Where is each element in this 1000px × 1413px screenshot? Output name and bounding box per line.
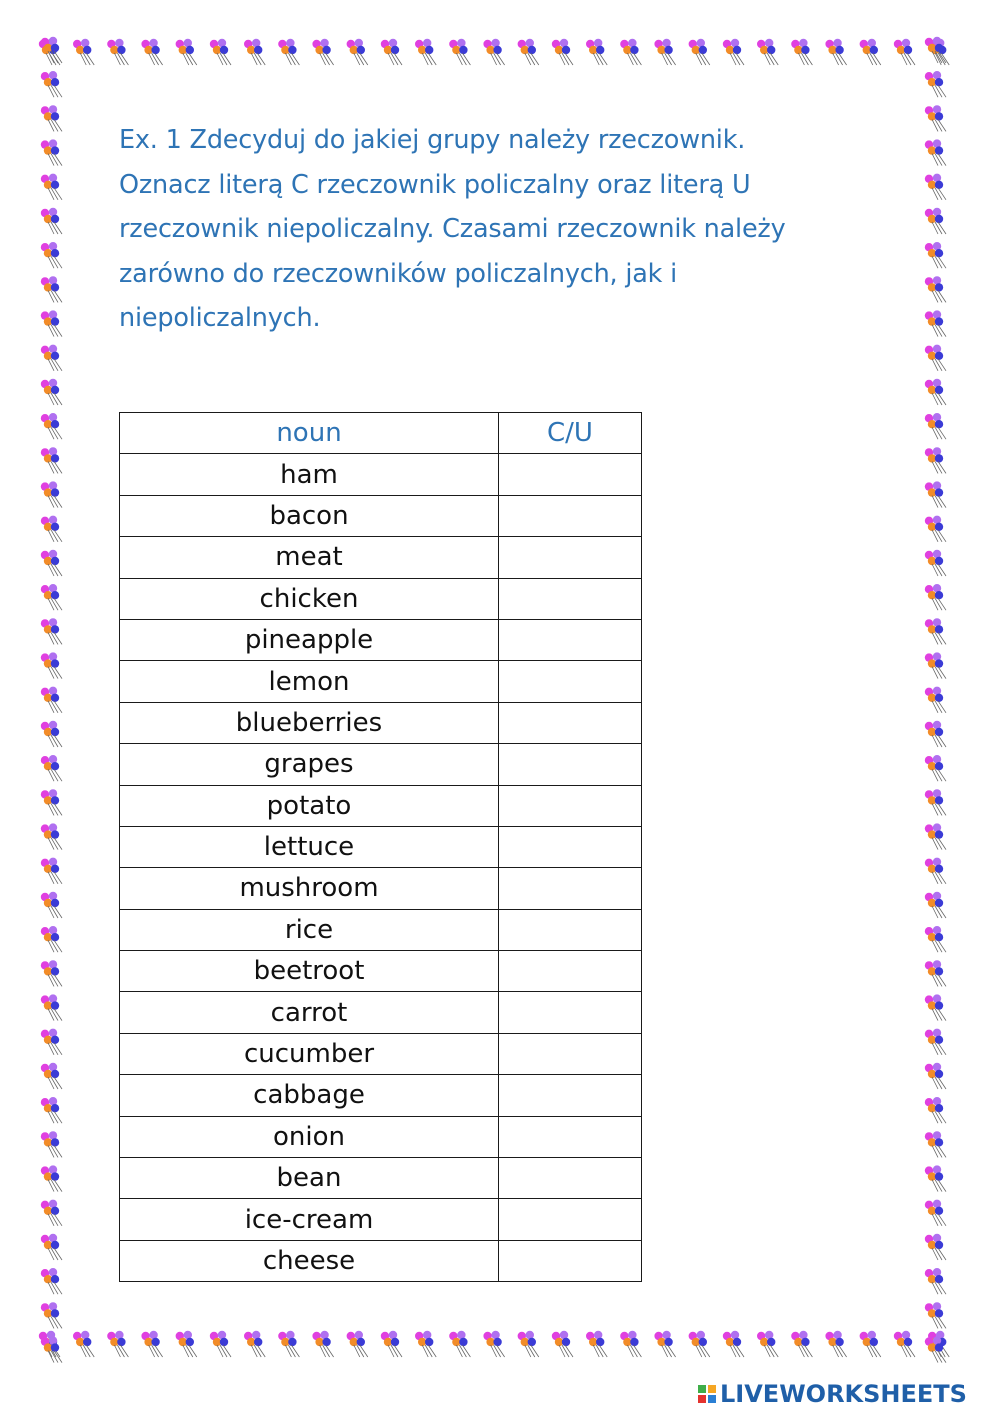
balloon-cluster-icon [925, 71, 946, 97]
balloon-cluster-icon [925, 550, 946, 576]
table-row [120, 1199, 642, 1240]
balloon-cluster-icon [925, 960, 946, 986]
balloon-cluster-icon [925, 1029, 946, 1055]
balloon-cluster-icon [278, 39, 299, 65]
balloon-cluster-icon [552, 39, 573, 65]
table-row [120, 992, 642, 1033]
column-header-noun: noun [120, 413, 499, 454]
noun-table [119, 412, 642, 1282]
balloon-cluster-icon [312, 39, 333, 65]
cu-answer-cell[interactable] [499, 909, 642, 950]
table-row [120, 951, 642, 992]
balloon-cluster-icon [41, 276, 62, 302]
balloon-cluster-icon [925, 310, 946, 336]
instruction-line: Oznacz literą C rzeczownik policzalny oraz literą U [119, 169, 751, 200]
balloon-cluster-icon [791, 1331, 812, 1357]
noun-cell: carrot [120, 992, 499, 1033]
balloon-cluster-icon [925, 618, 946, 644]
balloon-cluster-icon [210, 1331, 231, 1357]
balloon-cluster-icon [925, 789, 946, 815]
balloon-cluster-icon [925, 823, 946, 849]
table-row [120, 661, 642, 702]
balloon-cluster-icon [825, 1331, 846, 1357]
balloon-cluster-icon [41, 139, 62, 165]
cu-answer-cell[interactable] [499, 744, 642, 785]
balloon-cluster-icon [518, 39, 539, 65]
exercise-instructions [119, 118, 859, 341]
balloon-cluster-icon [925, 276, 946, 302]
table-row [120, 495, 642, 536]
balloon-cluster-icon [925, 379, 946, 405]
balloon-cluster-icon [894, 39, 915, 65]
table-row [120, 785, 642, 826]
cu-answer-cell[interactable] [499, 1199, 642, 1240]
balloon-cluster-icon [41, 174, 62, 200]
balloon-cluster-icon [176, 39, 197, 65]
balloon-cluster-icon [41, 1097, 62, 1123]
balloon-cluster-icon [894, 1331, 915, 1357]
balloon-cluster-icon [278, 1331, 299, 1357]
cu-answer-cell[interactable] [499, 702, 642, 743]
balloon-cluster-icon [925, 994, 946, 1020]
balloon-cluster-icon [925, 242, 946, 268]
balloon-cluster-icon [654, 1331, 675, 1357]
balloon-cluster-icon [925, 345, 946, 371]
cu-answer-cell[interactable] [499, 661, 642, 702]
balloon-cluster-icon [41, 242, 62, 268]
balloon-cluster-icon [723, 1331, 744, 1357]
balloon-cluster-icon [176, 1331, 197, 1357]
instruction-line: zarówno do rzeczowników policzalnych, jak i [119, 258, 678, 289]
balloon-cluster-icon [689, 1331, 710, 1357]
balloon-cluster-icon [925, 1268, 946, 1294]
balloon-cluster-icon [107, 39, 128, 65]
cu-answer-cell[interactable] [499, 495, 642, 536]
balloon-cluster-icon [586, 39, 607, 65]
balloon-cluster-icon [41, 481, 62, 507]
balloon-cluster-icon [41, 994, 62, 1020]
noun-cell: onion [120, 1116, 499, 1157]
balloon-cluster-icon [210, 39, 231, 65]
instruction-line: niepoliczalnych. [119, 303, 321, 333]
balloon-cluster-icon [141, 1331, 162, 1357]
logo-text: LIVEWORKSHEETS [720, 1380, 967, 1408]
balloon-cluster-icon [244, 39, 265, 65]
balloon-cluster-icon [41, 1268, 62, 1294]
balloon-cluster-icon [244, 1331, 265, 1357]
balloon-border-top [38, 36, 962, 76]
balloon-cluster-icon [449, 1331, 470, 1357]
balloon-cluster-icon [41, 858, 62, 884]
cu-answer-cell[interactable] [499, 951, 642, 992]
noun-cell: meat [120, 537, 499, 578]
noun-cell: pineapple [120, 619, 499, 660]
table-row [120, 702, 642, 743]
cu-answer-cell[interactable] [499, 826, 642, 867]
balloon-cluster-icon [925, 516, 946, 542]
cu-answer-cell[interactable] [499, 578, 642, 619]
balloon-cluster-icon [757, 39, 778, 65]
noun-cell: cucumber [120, 1033, 499, 1074]
balloon-cluster-icon [41, 823, 62, 849]
balloon-cluster-icon [925, 139, 946, 165]
balloon-cluster-icon [381, 1331, 402, 1357]
noun-cell: ice-cream [120, 1199, 499, 1240]
balloon-cluster-icon [107, 1331, 128, 1357]
noun-cell: lemon [120, 661, 499, 702]
balloon-cluster-icon [860, 39, 881, 65]
balloon-cluster-icon [483, 1331, 504, 1357]
balloon-cluster-icon [41, 926, 62, 952]
balloon-cluster-icon [415, 1331, 436, 1357]
noun-cell: ham [120, 454, 499, 495]
noun-cell: chicken [120, 578, 499, 619]
balloon-cluster-icon [41, 310, 62, 336]
balloon-cluster-icon [925, 858, 946, 884]
balloon-cluster-icon [925, 584, 946, 610]
balloon-cluster-icon [586, 1331, 607, 1357]
balloon-cluster-icon [925, 1097, 946, 1123]
balloon-cluster-icon [41, 1302, 62, 1328]
balloon-cluster-icon [41, 789, 62, 815]
balloon-cluster-icon [41, 413, 62, 439]
balloon-border-bottom [38, 1328, 962, 1368]
balloon-cluster-icon [925, 1302, 946, 1328]
balloon-border-right [922, 36, 962, 1368]
table-row [120, 537, 642, 578]
table-row [120, 826, 642, 867]
noun-cell: cheese [120, 1240, 499, 1281]
table-row [120, 454, 642, 495]
noun-table-body [120, 454, 642, 1282]
balloon-cluster-icon [925, 1131, 946, 1157]
balloon-cluster-icon [925, 892, 946, 918]
balloon-cluster-icon [41, 1131, 62, 1157]
balloon-cluster-icon [654, 39, 675, 65]
noun-cell: lettuce [120, 826, 499, 867]
balloon-cluster-icon [925, 721, 946, 747]
table-row [120, 619, 642, 660]
noun-cell: potato [120, 785, 499, 826]
cu-answer-cell[interactable] [499, 1033, 642, 1074]
balloon-cluster-icon [41, 1063, 62, 1089]
cu-answer-cell[interactable] [499, 1116, 642, 1157]
cu-answer-cell[interactable] [499, 619, 642, 660]
balloon-cluster-icon [347, 39, 368, 65]
balloon-cluster-icon [41, 1336, 62, 1362]
balloon-cluster-icon [41, 652, 62, 678]
table-row [120, 744, 642, 785]
table-row [120, 868, 642, 909]
balloon-cluster-icon [415, 39, 436, 65]
balloon-cluster-icon [41, 1029, 62, 1055]
cu-answer-cell[interactable] [499, 785, 642, 826]
balloon-cluster-icon [41, 447, 62, 473]
balloon-cluster-icon [41, 345, 62, 371]
balloon-cluster-icon [925, 1165, 946, 1191]
balloon-cluster-icon [925, 105, 946, 131]
balloon-cluster-icon [141, 39, 162, 65]
balloon-cluster-icon [723, 39, 744, 65]
table-row [120, 578, 642, 619]
balloon-cluster-icon [449, 39, 470, 65]
table-row [120, 1158, 642, 1199]
noun-cell: mushroom [120, 868, 499, 909]
cu-answer-cell[interactable] [499, 1075, 642, 1116]
noun-cell: bacon [120, 495, 499, 536]
balloon-cluster-icon [925, 652, 946, 678]
cu-answer-cell[interactable] [499, 1158, 642, 1199]
balloon-cluster-icon [518, 1331, 539, 1357]
liveworksheets-logo-icon [698, 1385, 716, 1403]
balloon-cluster-icon [925, 481, 946, 507]
balloon-cluster-icon [925, 447, 946, 473]
balloon-cluster-icon [41, 1200, 62, 1226]
cu-answer-cell[interactable] [499, 992, 642, 1033]
noun-cell: blueberries [120, 702, 499, 743]
balloon-cluster-icon [925, 208, 946, 234]
balloon-cluster-icon [41, 71, 62, 97]
balloon-cluster-icon [347, 1331, 368, 1357]
instruction-line: rzeczownik niepoliczalny. Czasami rzeczownik należy [119, 214, 786, 244]
noun-cell: grapes [120, 744, 499, 785]
cu-answer-cell[interactable] [499, 1240, 642, 1281]
balloon-cluster-icon [41, 687, 62, 713]
balloon-cluster-icon [689, 39, 710, 65]
balloon-cluster-icon [41, 721, 62, 747]
balloon-cluster-icon [925, 1063, 946, 1089]
cu-answer-cell[interactable] [499, 454, 642, 495]
balloon-cluster-icon [925, 174, 946, 200]
balloon-cluster-icon [825, 39, 846, 65]
noun-cell: beetroot [120, 951, 499, 992]
cu-answer-cell[interactable] [499, 868, 642, 909]
balloon-cluster-icon [41, 892, 62, 918]
balloon-cluster-icon [860, 1331, 881, 1357]
balloon-cluster-icon [757, 1331, 778, 1357]
table-row [120, 909, 642, 950]
table-header-row [120, 413, 642, 454]
balloon-cluster-icon [620, 39, 641, 65]
balloon-cluster-icon [41, 960, 62, 986]
cu-answer-cell[interactable] [499, 537, 642, 578]
balloon-cluster-icon [552, 1331, 573, 1357]
balloon-cluster-icon [41, 584, 62, 610]
balloon-cluster-icon [41, 516, 62, 542]
table-row [120, 1116, 642, 1157]
balloon-cluster-icon [620, 1331, 641, 1357]
balloon-cluster-icon [41, 379, 62, 405]
table-row [120, 1240, 642, 1281]
balloon-cluster-icon [925, 1234, 946, 1260]
balloon-cluster-icon [41, 1234, 62, 1260]
table-row [120, 1033, 642, 1074]
balloon-border-left [38, 36, 78, 1368]
instruction-line: Ex. 1 Zdecyduj do jakiej grupy należy rzeczownik. [119, 125, 746, 155]
balloon-cluster-icon [791, 39, 812, 65]
balloon-cluster-icon [925, 413, 946, 439]
balloon-cluster-icon [41, 618, 62, 644]
balloon-cluster-icon [925, 37, 946, 63]
balloon-cluster-icon [41, 755, 62, 781]
balloon-cluster-icon [925, 926, 946, 952]
balloon-cluster-icon [381, 39, 402, 65]
balloon-cluster-icon [41, 37, 62, 63]
balloon-cluster-icon [312, 1331, 333, 1357]
balloon-cluster-icon [483, 39, 504, 65]
noun-cell: cabbage [120, 1075, 499, 1116]
balloon-cluster-icon [925, 1336, 946, 1362]
balloon-cluster-icon [41, 208, 62, 234]
balloon-cluster-icon [925, 1200, 946, 1226]
balloon-cluster-icon [925, 755, 946, 781]
balloon-cluster-icon [41, 550, 62, 576]
table-row [120, 1075, 642, 1116]
balloon-cluster-icon [925, 687, 946, 713]
column-header-cu: C/U [499, 413, 642, 454]
balloon-cluster-icon [41, 105, 62, 131]
noun-cell: rice [120, 909, 499, 950]
noun-cell: bean [120, 1158, 499, 1199]
liveworksheets-logo [698, 1380, 967, 1408]
balloon-cluster-icon [41, 1165, 62, 1191]
